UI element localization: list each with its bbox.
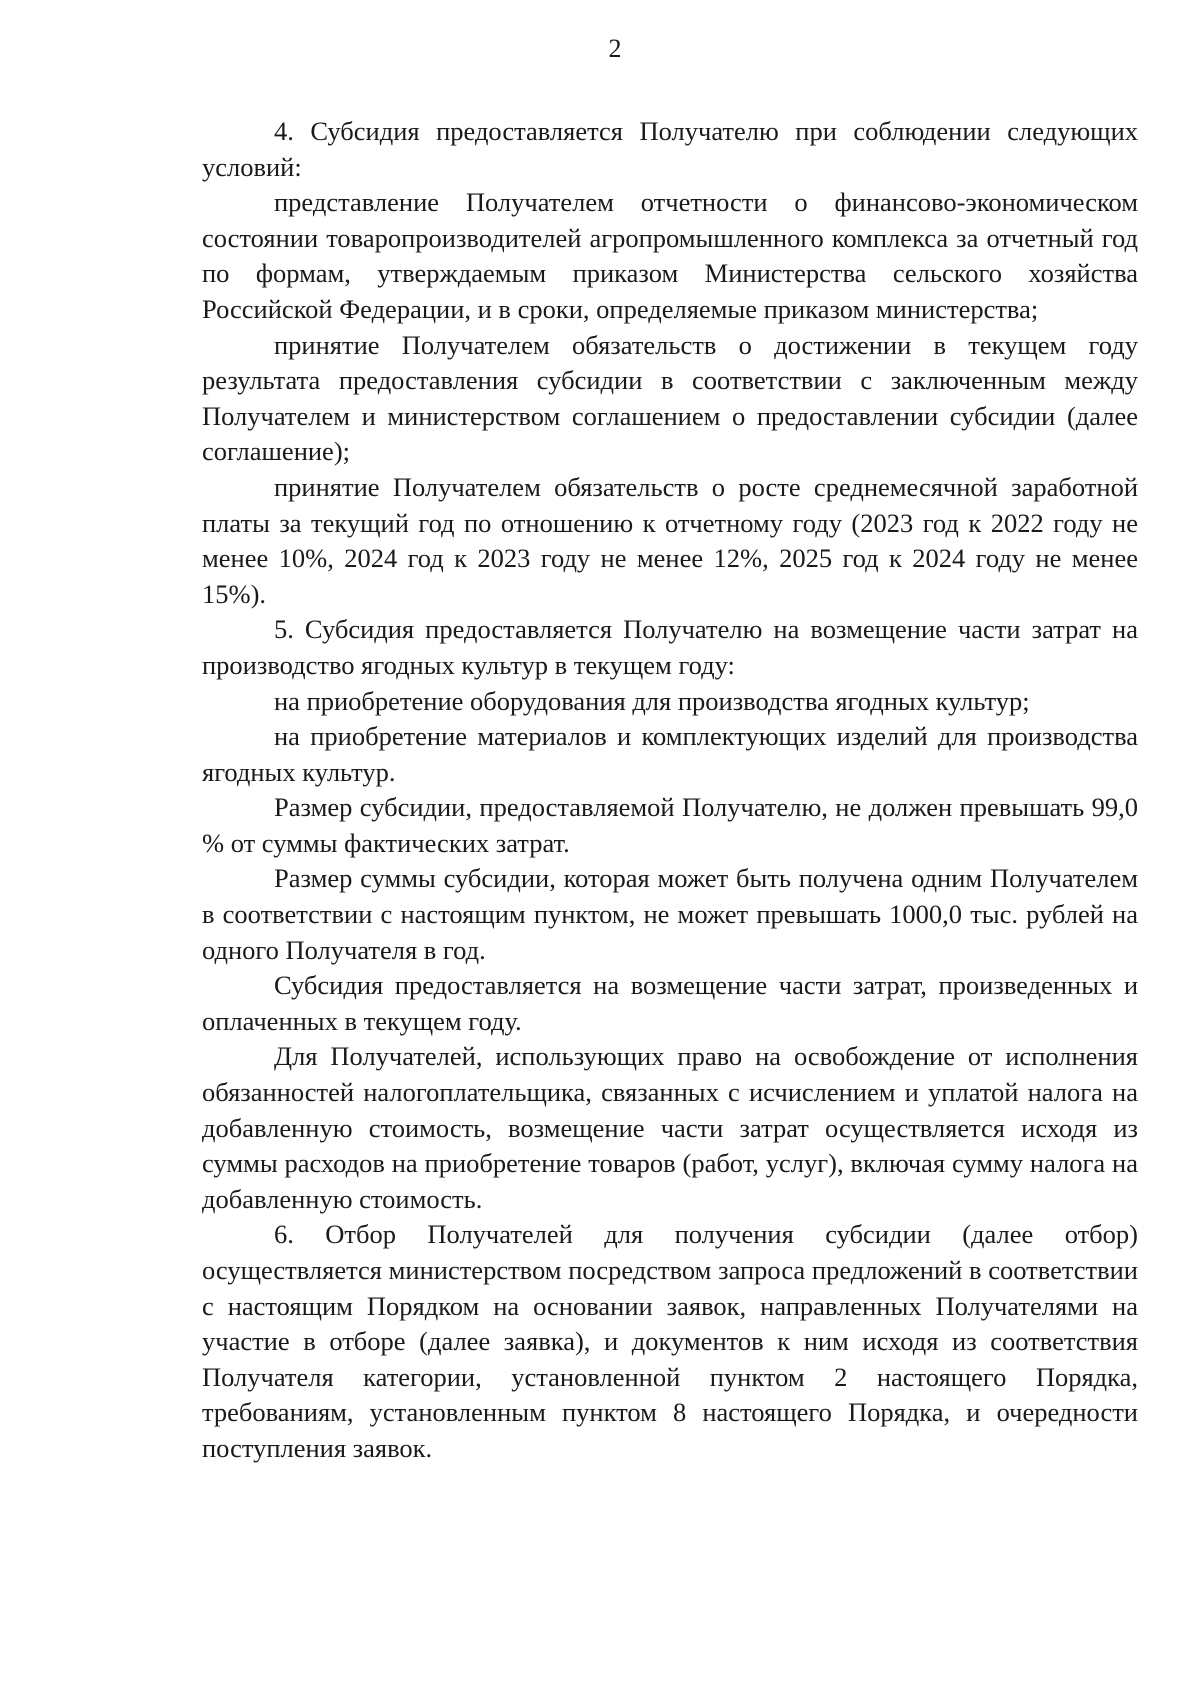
paragraph-vat: Для Получателей, использующих право на освобождение от исполнения обязанностей налогоплательщика, связанных с исчислением и уплатой налога на добавленную стоимость, возмещение части затрат осуществляется исходя из суммы расходов на приобретение товаров (работ, услуг), включая сумму налога на добавленную стоимость. [202, 1041, 1138, 1214]
document-body [202, 114, 1138, 1467]
paragraph-item-6: 6. Отбор Получателей для получения субсидии (далее отбор) осуществляется министерством посредством запроса предложений в соответствии с настоящим Порядком на основании заявок, направленных Получателями на участие в отборе (далее заявка), и документов к ним исходя из соответствия Получателя категории, установленной пунктом 2 настоящего Порядка, требованиям, установленным пунктом 8 настоящего Порядка, и очередности поступления заявок. [202, 1219, 1138, 1463]
paragraph-equipment: на приобретение оборудования для производства ягодных культур; [274, 685, 1030, 716]
paragraph-item-4: 4. Субсидия предоставляется Получателю при соблюдении следующих условий: [202, 116, 1138, 182]
page-number: 2 [608, 34, 622, 63]
paragraph-condition-reporting: представление Получателем отчетности о финансово-экономическом состоянии товаропроизводителей агропромышленного комплекса за отчетный год по формам, утверждаемым приказом Министерства сельского хозяйства Российской Федерации, и в сроки, определяемые приказом министерства; [202, 187, 1138, 324]
paragraph-subsidy-limit: Размер суммы субсидии, которая может быть получена одним Получателем в соответствии с настоящим пунктом, не может превышать 1000,0 тыс. рублей на одного Получателя в год. [202, 863, 1138, 965]
paragraph-materials: на приобретение материалов и комплектующих изделий для производства ягодных культур. [202, 721, 1138, 787]
paragraph-condition-salary: принятие Получателем обязательств о росте среднемесячной заработной платы за текущий год по отношению к отчетному году (2023 год к 2022 году не менее 10%, 2024 год к 2023 году не менее 12%, 2025 год к 2024 году не менее 15%). [202, 471, 1138, 609]
paragraph-subsidy-size: Размер субсидии, предоставляемой Получателю, не должен превышать 99,0 % от суммы фактических затрат. [202, 792, 1138, 858]
paragraph-condition-result: принятие Получателем обязательств о достижении в текущем году результата предоставления субсидии в соответствии с заключенным между Получателем и министерством соглашением о предоставлении субсидии (далее соглашение); [202, 329, 1138, 467]
paragraph-item-5: 5. Субсидия предоставляется Получателю на возмещение части затрат на производство ягодных культур в текущем году: [202, 614, 1138, 680]
paragraph-costs-current-year: Субсидия предоставляется на возмещение части затрат, произведенных и оплаченных в текущем году. [202, 970, 1138, 1036]
